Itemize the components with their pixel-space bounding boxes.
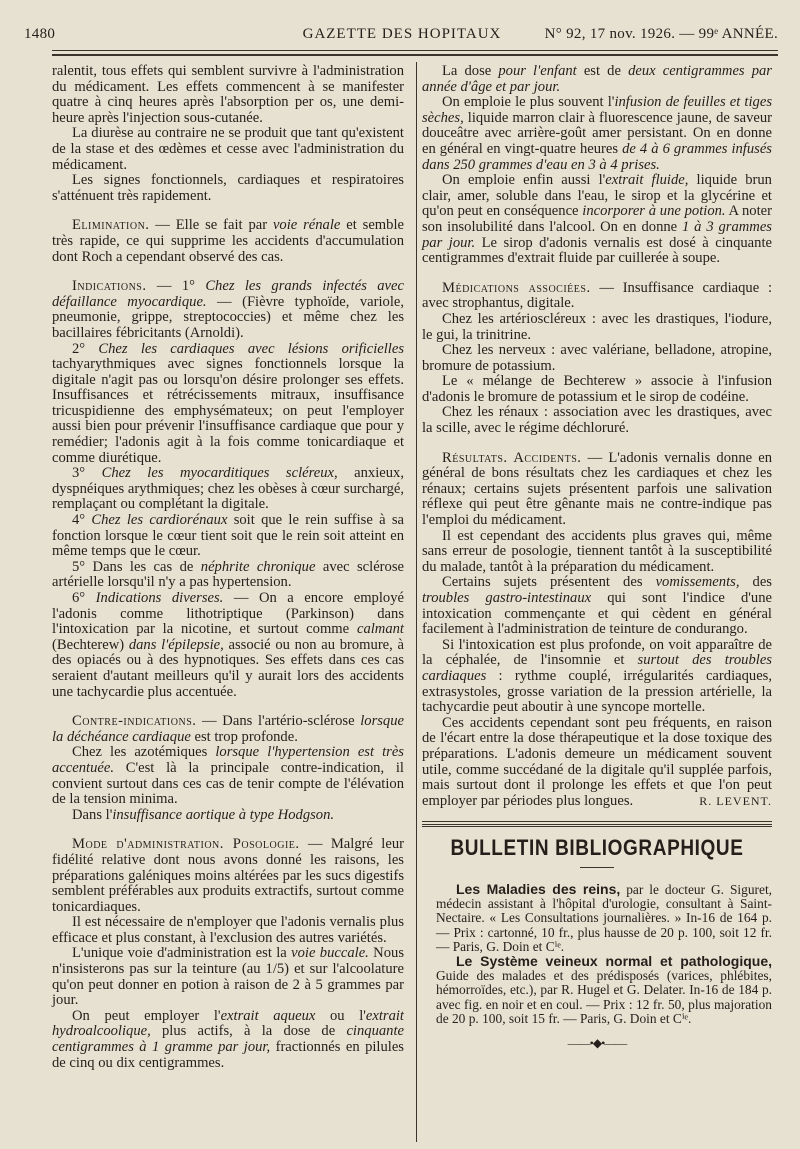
section-resultats — [422, 451, 772, 529]
paragraph — [422, 173, 772, 267]
text-run: est de — [576, 63, 629, 79]
closing-ornament: ——•◆•—— — [567, 1035, 627, 1050]
section-heading: Contre-indications. — [72, 713, 197, 730]
paragraph: La diurèse au contraire ne se produit que tant qu'existent de la stase et des œdèmes et cesse avec l'administration du médicament. — [52, 125, 404, 173]
text-run: Dans l' — [72, 806, 113, 823]
text-run: On emploie le plus souvent l' — [442, 94, 615, 111]
italic-run: néphrite chronique — [200, 558, 316, 575]
text-run: — Elle se fait par — [149, 217, 273, 234]
text-run: avec sclérose artérielle lorsqu'il n'y a pas hypertension. — [52, 558, 404, 591]
section-heading: Mode d'administration. Posologie. — [72, 836, 300, 853]
text-run: associé ou non au bromure, à des opiacés ou à des hypnotiques. Ses effets dans ces cas seraient d'autant meilleurs qu'il y aurait lors des accidents une tachycardie plus accentuée. — [52, 636, 404, 700]
journal-title: GAZETTE DES HOPITAUX — [302, 26, 502, 42]
text-run: et semble très rapide, ce qui supprime les accidents d'accumulation dont Roch a cependant observé des cas. — [52, 217, 404, 265]
text-run: A noter son insolubilité dans l'alcool. On en donne — [422, 203, 773, 235]
text-run: Si l'intoxication est plus profonde, on voit apparaître de la céphalée, de l'insomnie et — [422, 636, 772, 669]
paragraph — [52, 560, 404, 591]
text-run: — 1° — [146, 278, 206, 295]
section-rule-double — [422, 824, 772, 827]
section-elimination — [52, 218, 404, 265]
section-medications-associees — [422, 281, 772, 312]
text-run: des — [739, 574, 772, 591]
text-run: soit que le rein suffise à sa fonction lorsque le cœur tient soit que le rein soit atteint en même temps que le cœur. — [52, 512, 404, 560]
paragraph — [422, 575, 772, 637]
entry-text: par le docteur G. Siguret, médecin assistant à l'hôpital d'urologie, consultant à Saint-Nectaire. « Les Consultations journalières. » In-16 de 164 p. — Prix : cartonné, 10 fr., plus hausse de 20 p. 100, soit 12 fr. — Paris, G. Doin et Cⁱᵉ. — [436, 881, 773, 954]
italic-run: voie rénale — [272, 217, 341, 234]
section-indications — [52, 279, 404, 341]
text-run: 4° — [72, 512, 92, 529]
text-run: ou l' — [315, 1007, 366, 1024]
paragraph — [52, 1009, 404, 1071]
section-heading: Elimination. — [72, 217, 150, 234]
paragraph — [52, 946, 404, 1008]
paragraph: Chez les nerveux : avec valériane, belladone, atropine, bromure de potassium. — [422, 342, 772, 374]
running-header — [22, 20, 782, 46]
text-run: — L'adonis vernalis donne en général de bons résultats chez les cardiaques et chez les rénaux; certains sujets présentent parfois une salivation réflexe qui peut être gênante mais ne contre-indique pas l'emploi du médicament. — [422, 449, 772, 529]
section-mode-administration — [52, 837, 404, 915]
text-run: — Insuffisance cardiaque : avec strophantus, digitale. — [422, 279, 772, 312]
italic-run: Chez les cardiaques avec lésions orificielles — [98, 340, 404, 357]
section-heading: Médications associées. — [442, 279, 591, 296]
text-run: qui sont l'indice d'une intoxication commençante et qui cèdent en général facilement à l'administration de teinture de condurango. — [422, 590, 772, 638]
header-rule-thick — [52, 54, 778, 56]
title-underline — [580, 867, 614, 868]
text-run: Chez les azotémiques — [72, 744, 216, 761]
italic-run: extrait aqueux — [220, 1007, 316, 1024]
text-run: 5° Dans les cas de — [72, 558, 201, 575]
italic-run: incorporer à une potion. — [582, 203, 726, 220]
italic-run: extrait fluide, — [605, 172, 689, 189]
paragraph: Chez les artérioscléreux : avec les drastiques, l'iodure, le gui, la trinitrine. — [422, 310, 772, 343]
paragraph: Il est cependant des accidents plus graves qui, même sans erreur de posologie, tiennent tantôt à la susceptibilité du malade, tantôt à la préparation du médicament. — [422, 527, 772, 575]
author-signature: R. LEVENT. — [699, 793, 772, 808]
text-run: liquide marron clair à fluorescence jaune, de saveur douceâtre avec arrière-goût amer persistant. On en donne en général en vingt-quatre heures — [422, 109, 772, 157]
italic-run: dans l'épilepsie, — [128, 636, 224, 653]
section-heading: Résultats. Accidents. — [442, 449, 582, 466]
right-column — [422, 64, 772, 1052]
text-run: 3° — [72, 465, 102, 482]
text-run: Ces accidents cependant sont peu fréquents, en raison de l'écart entre la dose thérapeutique et la dose toxique des préparations. L'adonis demeure un médicament souvent utile, comme succédané de la digitale qu'il supplée parfois, mais surtout dont il prolonge les effets et que l'on peut employer par périodes plus longues. — [422, 714, 772, 809]
paragraph — [52, 466, 404, 513]
italic-run: Chez les myocarditiques scléreux, — [101, 465, 338, 482]
entry-text: Guide des malades et des prédisposés (varices, phlébites, hémorroïdes, etc.), par R. Hugel et G. Delater. In-16 de 184 p. avec fig. en noir et en coul. — Prix : 12 fr. 50, plus majoration de 20 p. 100, soit 15 fr. — Paris, G. Doin et Cⁱᵉ. — [436, 968, 772, 1026]
text-run: 2° — [72, 340, 99, 357]
italic-run: lorsque l'hypertension est très accentuée. — [52, 744, 404, 776]
section-heading: Indications. — [72, 278, 147, 295]
text-run: Le sirop d'adonis vernalis est dosé à cinquante centigrammes d'extrait fluide par cuillerée à soupe. — [422, 234, 772, 267]
bibliography-entry — [422, 882, 772, 954]
italic-run: vomissements, — [655, 574, 740, 591]
text-run: — On a encore employé l'adonis comme lithotriptique (Parkinson) dans l'intoxication par la nicotine, et surtout comme — [52, 590, 404, 638]
italic-run: infusion de feuilles et tiges sèches, — [422, 94, 772, 126]
text-run: fractionnés en pilules de cinq ou dix centigrammes. — [52, 1039, 404, 1071]
issue-info: N° 92, 17 nov. 1926. — 99ᵉ ANNÉE. — [544, 26, 778, 42]
text-run: On peut employer l' — [72, 1007, 221, 1024]
italic-run: insuffisance aortique à type Hodgson. — [112, 806, 335, 823]
left-column — [52, 64, 404, 1071]
italic-run: de 4 à 6 grammes infusés dans 250 grammes d'eau en 3 à 4 prises. — [422, 140, 772, 173]
book-title: Le Système veineux normal et pathologique, — [456, 952, 772, 969]
italic-run: lorsque la déchéance cardiaque — [52, 713, 404, 745]
paragraph — [52, 513, 404, 560]
italic-run: Chez les cardiorénaux — [91, 512, 228, 529]
italic-run: voie buccale. — [291, 945, 369, 962]
text-run: — Dans l'artério-sclérose — [196, 713, 361, 730]
bibliography-entry — [422, 954, 772, 1026]
paragraph: ralentit, tous effets qui semblent survivre à l'administration du médicament. Les effets commencent à se manifester quatre à cinq heures après l'absorption per os, une demi-heure après l'injection sous-cutanée. — [52, 63, 404, 126]
text-run: est trop profonde. — [190, 728, 298, 745]
paragraph — [52, 808, 404, 824]
text-run: 6° — [72, 590, 96, 606]
text-run: L'unique voie d'administration est la — [72, 945, 292, 962]
text-run: La dose — [442, 63, 499, 79]
text-run: — (Fièvre typhoïde, variole, pneumonie, grippe, streptococcies) et même chez les bacillaires fébricitants (Arnoldi). — [52, 293, 404, 341]
text-run: plus actifs, à la dose de — [150, 1023, 347, 1040]
italic-run: pour l'enfant — [498, 63, 577, 79]
text-run: — Malgré leur fidélité relative dont nous avons donné les raisons, les préparations galéniques moins altérées par les sucs digestifs semblent préférables aux produits extractifs, surtout comme tonicardiaques. — [52, 836, 404, 915]
page-number: 1480 — [24, 26, 56, 42]
italic-run: 1 à 3 grammes par jour. — [422, 218, 772, 251]
text-run: Certains sujets présentent des — [442, 574, 656, 591]
italic-run: cinquante centigrammes à 1 gramme par jour, — [52, 1023, 404, 1056]
italic-run: troubles gastro-intestinaux — [422, 590, 592, 606]
text-run: C'est là la principale contre-indication, il convient surtout dans ces cas de tenir compte de l'élévation de la tension minima. — [52, 759, 404, 808]
italic-run: deux centigrammes par année d'âge et par jour. — [422, 63, 772, 95]
paragraph: Les signes fonctionnels, cardiaques et respiratoires s'atténuent très rapidement. — [52, 172, 404, 204]
paragraph — [52, 591, 404, 700]
text-run: liquide brun clair, amer, soluble dans l'eau, le sirop et la glycérine et qu'on peut en conséquence — [422, 172, 772, 220]
paragraph: Chez les rénaux : association avec les drastiques, avec la scille, avec le régime déchloruré. — [422, 404, 772, 437]
text-run: : rythme couplé, irrégularités cardiaques, extrasystoles, grosse variation de la pression artérielle, la tachycardie peut aboutir à une syncope mortelle. — [422, 667, 772, 716]
paragraph — [52, 342, 404, 467]
section-rule — [422, 821, 772, 822]
paragraph — [422, 95, 772, 173]
text-run: Nous n'insisterons pas sur la teinture (au 1/5) et sur l'alcoolature qu'on peut donner en potion à raison de 2 à 5 grammes par jour. — [52, 945, 404, 1009]
text-run: tachyarythmiques avec signes fonctionnels lorsque la digitale n'agit pas ou lorsqu'on désire prolonger ses effets. Insuffisances et rétrécissements mitraux, insuffisance tricuspidienne des emphysémateux; on peut l'employer aussi bien pour prévenir l'insuffisance cardiaque que pour y remédier; l'adonis agit à la fois comme tonicardiaque et comme diurétique. — [52, 356, 404, 466]
italic-run: Chez les grands infectés avec défaillance myocardique. — [52, 278, 404, 310]
paragraph: Le « mélange de Bechterew » associe à l'infusion d'adonis le bromure de potassium et le sirop de codéine. — [422, 373, 772, 405]
paragraph — [422, 716, 772, 810]
paragraph: Il est nécessaire de n'employer que l'adonis vernalis plus efficace et plus constant, à l'exclusion des autres variétés. — [52, 914, 404, 946]
book-title: Les Maladies des reins, — [456, 880, 621, 897]
text-run: anxieux, dyspnéiques arythmiques; chez les obèses à cœur surchargé, remplaçant ou complétant la digitale. — [52, 465, 404, 513]
italic-run: Indications diverses. — [95, 590, 224, 606]
italic-run: extrait hydroalcoolique, — [52, 1007, 404, 1040]
paragraph — [422, 64, 772, 95]
header-rule — [52, 50, 778, 51]
column-divider — [416, 62, 417, 1142]
paragraph — [422, 638, 772, 716]
italic-run: surtout des troubles cardiaques — [422, 652, 772, 684]
bulletin-title: BULLETIN BIBLIOGRAPHIQUE — [450, 836, 744, 861]
text-run: (Bechterew) — [52, 636, 129, 653]
section-contre-indications — [52, 714, 404, 745]
italic-run: calmant — [356, 621, 404, 638]
text-run: On emploie enfin aussi l' — [442, 172, 606, 189]
paragraph — [52, 745, 404, 807]
